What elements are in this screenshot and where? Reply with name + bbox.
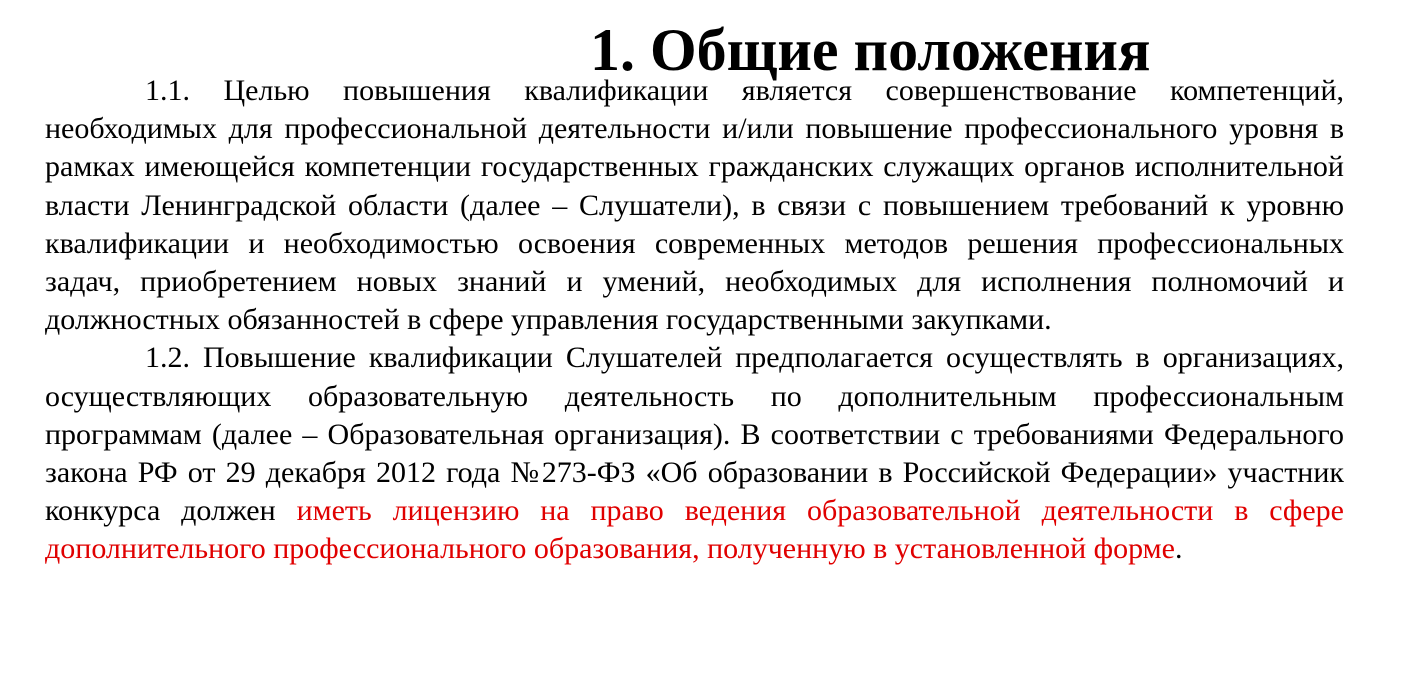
document-page <box>45 17 1345 569</box>
paragraph-1-2 <box>45 339 1344 568</box>
paragraph-1-2-text: 1.2. Повышение квалификации Слушателей предполагается осуществлять в организациях, осуществляющих образовательную деятельность по дополнительным профессиональным программам (далее – Образовательная организация). В соответствии с требованиями Федерального закона РФ от 29 декабря 2012 года №273-ФЗ «Об образовании в Российской Федерации» участник конкурса должен <box>45 341 1344 528</box>
highlighted-license-requirement: иметь лицензию на право ведения образовательной деятельности в сфере дополнительного профессионального образования, полученную в установленной форме <box>45 494 1345 566</box>
section-heading: 1. Общие положения <box>590 17 1151 83</box>
paragraph-1-1: 1.1. Целью повышения квалификации является совершенствование компетенций, необходимых для профессиональной деятельности и/или повышение профессионального уровня в рамках имеющейся компетенции государственных гражданских служащих органов исполнительной власти Ленинградской области (далее – Слушатели), в связи с повышением требований к уровню квалификации и необходимостью освоения современных методов решения профессиональных задач, приобретением новых знаний и умений, необходимых для исполнения полномочий и должностных обязанностей в сфере управления государственными закупками. <box>45 74 1344 337</box>
paragraph-1-2-end: . <box>1174 532 1183 566</box>
